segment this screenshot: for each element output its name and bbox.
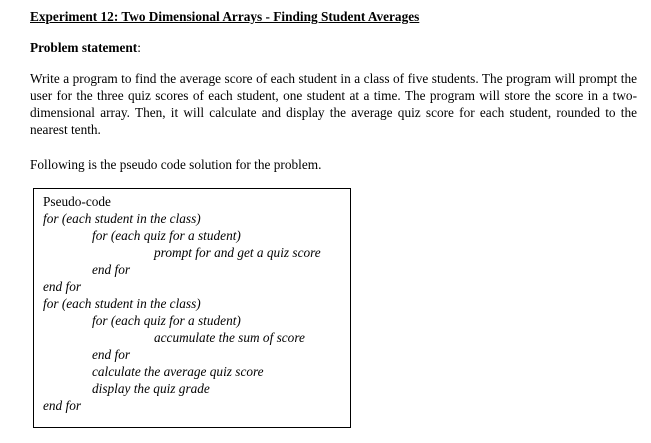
document-page bbox=[30, 8, 640, 173]
pseudocode-header: Pseudo-code bbox=[43, 194, 111, 209]
pseudocode-line: end for bbox=[92, 262, 131, 277]
pseudocode-line: for (each student in the class) bbox=[43, 296, 201, 311]
problem-statement-heading bbox=[30, 39, 640, 57]
pseudocode-line: for (each student in the class) bbox=[43, 211, 201, 226]
page-title: Experiment 12: Two Dimensional Arrays - Finding Student Averages bbox=[30, 9, 420, 24]
pseudocode-line: for (each quiz for a student) bbox=[92, 313, 241, 328]
pseudocode-line: accumulate the sum of score bbox=[154, 330, 305, 345]
pseudocode-line: display the quiz grade bbox=[92, 381, 210, 396]
pseudocode-line: end for bbox=[43, 279, 82, 294]
pseudocode-line: calculate the average quiz score bbox=[92, 364, 264, 379]
pseudocode-line: for (each quiz for a student) bbox=[92, 228, 241, 243]
pseudocode-box bbox=[33, 188, 351, 428]
problem-statement-text: Write a program to find the average score of each student in a class of five students. The program will prompt the user for the three quiz scores of each student, one student at a time. The program will store the score in a two-dimensional array. Then, it will calculate and display the average quiz score for each student, rounded to the nearest tenth. bbox=[30, 71, 637, 137]
pseudocode-line: prompt for and get a quiz score bbox=[154, 245, 321, 260]
problem-statement-label: Problem statement bbox=[30, 40, 138, 55]
problem-statement-colon: : bbox=[137, 40, 141, 55]
pseudocode-line: end for bbox=[92, 347, 131, 362]
pseudocode-line: end for bbox=[43, 398, 82, 413]
pseudocode-intro: Following is the pseudo code solution for the problem. bbox=[30, 157, 322, 172]
